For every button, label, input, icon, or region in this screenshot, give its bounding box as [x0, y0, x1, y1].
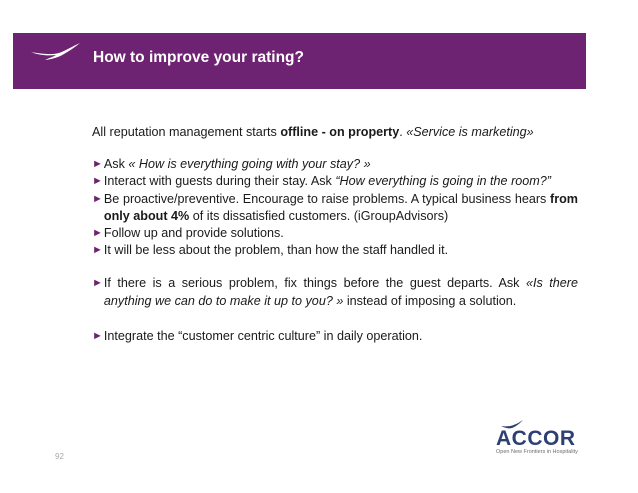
bullet-serious-problem	[92, 275, 578, 309]
bullet-interact	[92, 173, 578, 190]
bird-logo-icon	[29, 42, 81, 64]
bullet-arrow-icon: ►	[92, 329, 103, 342]
intro-italic: «Service is marketing»	[406, 125, 534, 139]
bullet-tail: of its dissatisfied customers. (iGroupAdvisors)	[189, 208, 449, 223]
bullet-text	[104, 173, 551, 190]
intro-bold: offline - on property	[280, 125, 400, 139]
bullet-integrate-culture	[92, 328, 578, 345]
title-banner	[13, 33, 586, 89]
bullet-text	[104, 191, 578, 225]
bullet-follow-up	[92, 225, 578, 242]
bullet-proactive	[92, 191, 578, 225]
page-number: 92	[55, 452, 64, 461]
bullet-text	[104, 156, 371, 173]
bullet-ask-stay	[92, 156, 578, 173]
bullet-arrow-icon: ►	[92, 277, 103, 290]
bullet-text: It will be less about the problem, than how the staff handled it.	[103, 243, 449, 258]
intro-plain: All reputation management starts	[92, 125, 281, 139]
logo-tagline: Open New Frontiers in Hospitality	[496, 449, 578, 455]
bullet-italic: « How is everything going with your stay? »	[128, 157, 371, 172]
bullet-plain: Ask	[103, 157, 129, 172]
bullet-text	[104, 275, 578, 309]
bullet-plain: If there is a serious problem, fix things before the guest departs. Ask	[103, 276, 526, 291]
body-content	[92, 124, 578, 345]
bullet-less-about-problem	[92, 242, 578, 259]
intro-line	[92, 124, 578, 141]
bullet-arrow-icon: ►	[92, 175, 103, 188]
bullet-text: Integrate the “customer centric culture” in daily operation.	[103, 328, 423, 343]
bullet-tail: instead of imposing a solution.	[343, 293, 517, 308]
bullet-arrow-icon: ►	[92, 227, 103, 240]
bullet-plain: Be proactive/preventive. Encourage to raise problems. A typical business hears	[103, 191, 550, 206]
bullet-arrow-icon: ►	[92, 244, 103, 257]
bullet-bold: from only about 4%	[103, 191, 578, 223]
bullet-arrow-icon: ►	[92, 192, 103, 205]
logo-wordmark: ACCOR	[496, 427, 576, 450]
bullet-italic: «Is there anything we can do to make it up to you? »	[103, 276, 578, 308]
accor-logo	[496, 420, 591, 455]
bullet-plain: Interact with guests during their stay. Ask	[103, 174, 336, 189]
page-title: How to improve your rating?	[93, 49, 304, 66]
bullet-text: Follow up and provide solutions.	[103, 226, 284, 241]
bullet-italic: “How everything is going in the room?”	[335, 174, 551, 189]
intro-sep: .	[399, 125, 407, 139]
bullet-arrow-icon: ►	[92, 158, 103, 171]
